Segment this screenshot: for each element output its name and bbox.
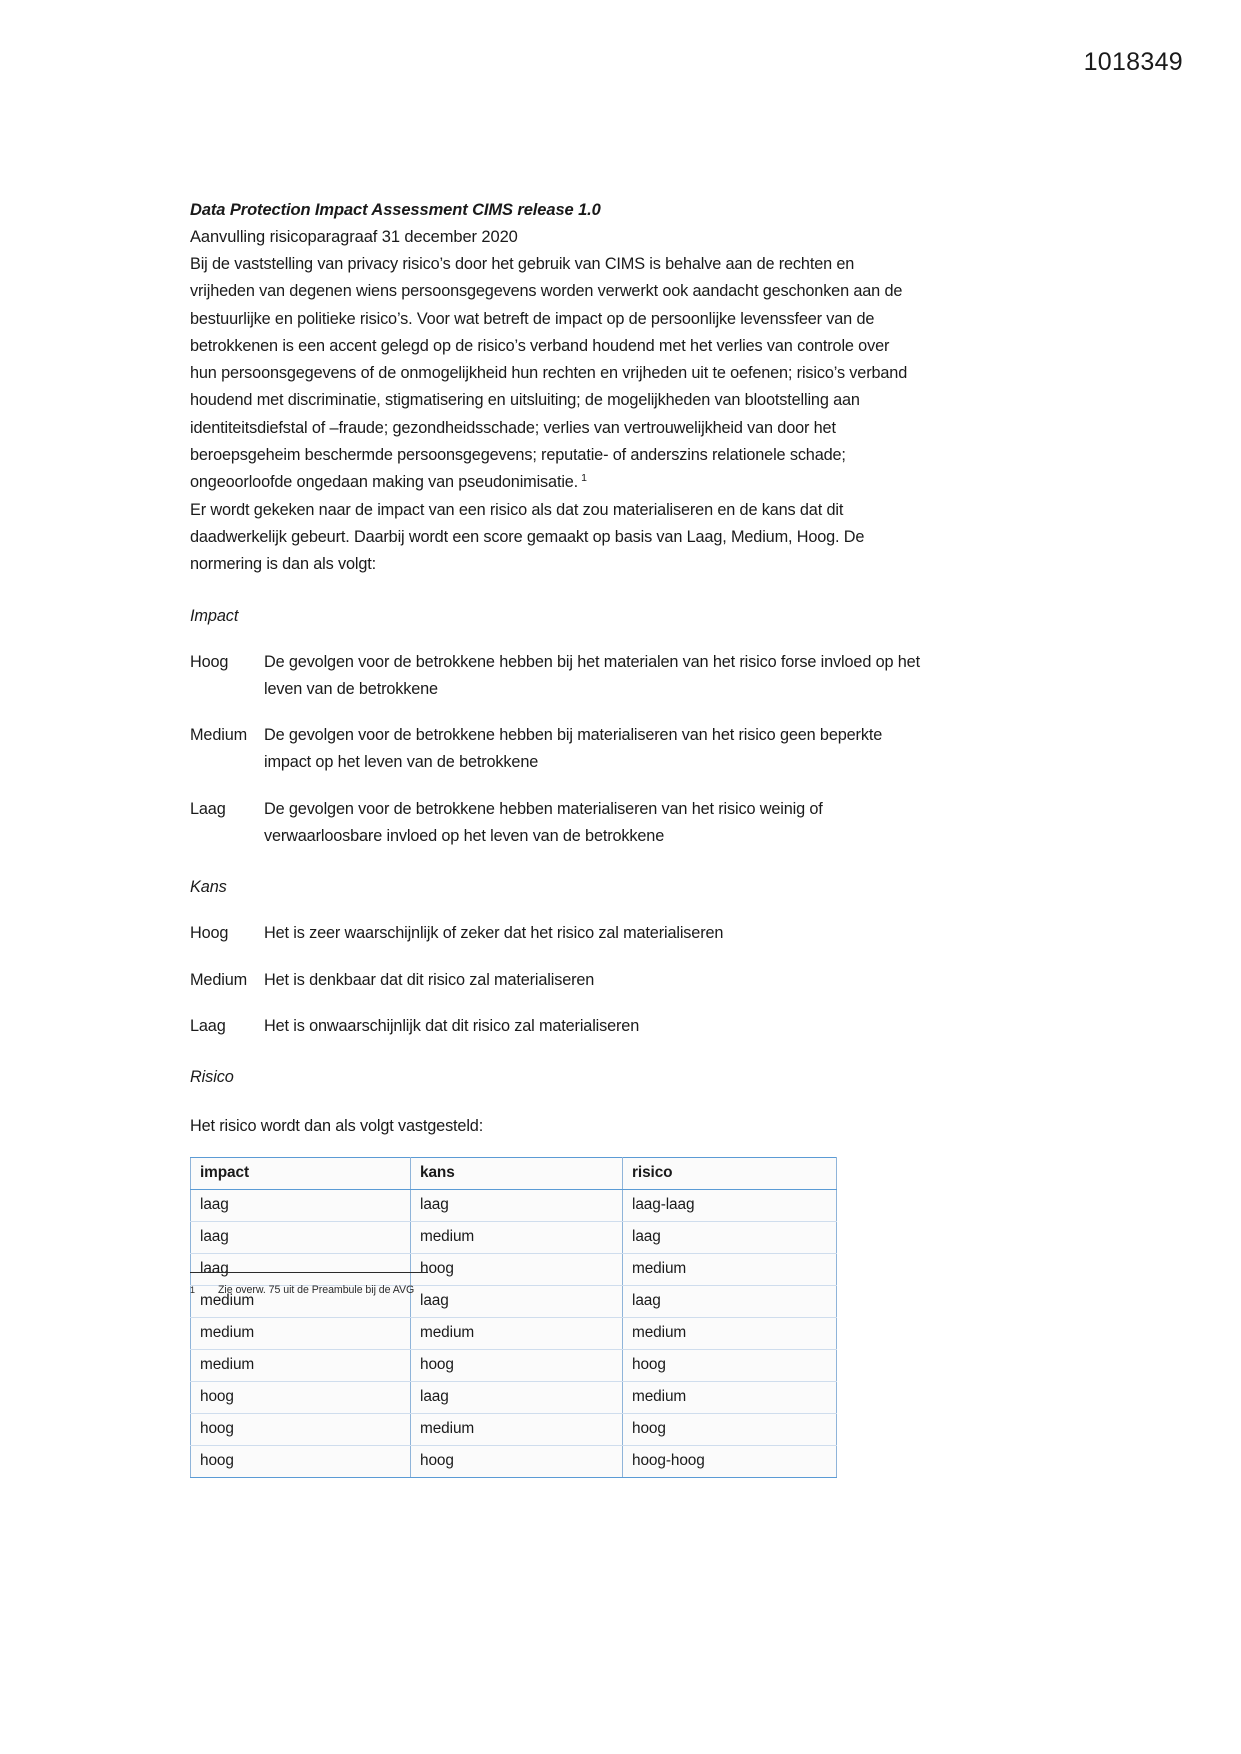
kans-description-laag: Het is onwaarschijnlijk dat dit risico zal materialiseren <box>264 1016 640 1035</box>
intro-paragraph-text: Bij de vaststelling van privacy risico’s door het gebruik van CIMS is behalve aan de rechten en vrijheden van degenen wiens persoonsgegevens worden verwerkt ook aandacht geschonken aan de bestuurlijke en politieke risico’s. Voor wat betreft de impact op de persoonlijke levenssfeer van de betrokkenen is een accent gelegd op de risico’s verband houdend met het verlies van controle over hun persoonsgegevens of de onmogelijkheid hun rechten en vrijheden uit te oefenen; risico’s verband houdend met discriminatie, stigmatisering en uitsluiting; de mogelijkheden van blootstelling aan identiteitsdiefstal of –fraude; gezondheidsschade; verlies van vertrouwelijkheid van door het beroepsgeheim beschermde persoonsgegevens; reputatie- of anderszins relationele schade; ongeoorloofde ongedaan making van pseudonimisatie. <box>190 255 908 492</box>
document-subtitle: Aanvulling risicoparagraaf 31 december 2020 <box>190 228 518 246</box>
cell-impact: medium <box>191 1317 411 1349</box>
table-row <box>191 1445 837 1477</box>
cell-risico: hoog <box>623 1349 837 1381</box>
risico-intro-line: Het risico wordt dan als volgt vastgesteld: <box>190 1117 484 1136</box>
impact-term-laag: Laag <box>190 799 226 818</box>
cell-risico: hoog-hoog <box>623 1445 837 1477</box>
cell-kans: hoog <box>411 1253 623 1285</box>
footnote-area <box>190 1272 620 1298</box>
table-row <box>191 1381 837 1413</box>
cell-impact: hoog <box>191 1413 411 1445</box>
cell-kans: laag <box>411 1285 623 1317</box>
cell-kans: medium <box>411 1317 623 1349</box>
kans-definition-medium <box>190 967 920 994</box>
impact-definition-laag <box>190 796 920 851</box>
intro-paragraph <box>190 251 920 497</box>
kans-term-laag: Laag <box>190 1016 226 1035</box>
footnote-marker: 1 <box>190 1285 195 1295</box>
cell-impact: hoog <box>191 1381 411 1413</box>
page-number: 1018349 <box>1083 48 1183 76</box>
table-row <box>191 1317 837 1349</box>
cell-risico: hoog <box>623 1413 837 1445</box>
footnote-reference: 1 <box>581 471 587 484</box>
cell-impact: laag <box>191 1253 411 1285</box>
cell-impact: hoog <box>191 1445 411 1477</box>
kans-description-hoog: Het is zeer waarschijnlijk of zeker dat het risico zal materialiseren <box>264 924 724 943</box>
column-header-kans: kans <box>411 1157 623 1189</box>
cell-kans: medium <box>411 1413 623 1445</box>
cell-kans: medium <box>411 1221 623 1253</box>
footnote-separator <box>190 1272 428 1273</box>
impact-description-laag: De gevolgen voor de betrokkene hebben materialiseren van het risico weinig of verwaarloosbare invloed op het leven van de betrokkene <box>264 799 823 846</box>
scoring-paragraph: Er wordt gekeken naar de impact van een risico als dat zou materialiseren en de kans dat dit daadwerkelijk gebeurt. Daarbij wordt een score gemaakt op basis van Laag, Medium, Hoog. De normering is dan als volgt: <box>190 500 865 574</box>
impact-term-hoog: Hoog <box>190 652 229 671</box>
cell-kans: laag <box>411 1189 623 1221</box>
impact-definition-medium <box>190 722 920 777</box>
cell-risico: laag-laag <box>623 1189 837 1221</box>
cell-risico: laag <box>623 1285 837 1317</box>
table-header-row <box>191 1157 837 1189</box>
footnote-entry <box>190 1282 620 1298</box>
cell-risico: laag <box>623 1221 837 1253</box>
impact-description-hoog: De gevolgen voor de betrokkene hebben bij het materialen van het risico forse invloed op het leven van de betrokkene <box>264 652 920 698</box>
footnote-text: Zie overw. 75 uit de Preambule bij de AVG <box>218 1284 415 1296</box>
kans-section-heading: Kans <box>190 878 227 897</box>
kans-description-medium: Het is denkbaar dat dit risico zal materialiseren <box>264 970 595 989</box>
risico-section-heading: Risico <box>190 1068 234 1087</box>
impact-term-medium: Medium <box>190 726 248 745</box>
kans-term-hoog: Hoog <box>190 924 229 943</box>
column-header-impact: impact <box>191 1157 411 1189</box>
kans-definition-laag <box>190 1013 920 1040</box>
kans-definition-hoog <box>190 920 920 947</box>
cell-kans: hoog <box>411 1349 623 1381</box>
impact-section-heading: Impact <box>190 606 239 625</box>
cell-impact: laag <box>191 1221 411 1253</box>
table-row <box>191 1221 837 1253</box>
kans-term-medium: Medium <box>190 970 248 989</box>
table-row <box>191 1349 837 1381</box>
cell-kans: hoog <box>411 1445 623 1477</box>
table-row <box>191 1413 837 1445</box>
cell-kans: laag <box>411 1381 623 1413</box>
cell-risico: medium <box>623 1381 837 1413</box>
document-title: Data Protection Impact Assessment CIMS release 1.0 <box>190 201 601 219</box>
table-row <box>191 1189 837 1221</box>
cell-impact: laag <box>191 1189 411 1221</box>
risk-matrix-table <box>190 1157 837 1478</box>
cell-impact: medium <box>191 1285 411 1317</box>
impact-description-medium: De gevolgen voor de betrokkene hebben bij materialiseren van het risico geen beperkte impact op het leven van de betrokkene <box>264 726 883 772</box>
cell-impact: medium <box>191 1349 411 1381</box>
cell-risico: medium <box>623 1317 837 1349</box>
impact-definition-hoog <box>190 649 920 704</box>
column-header-risico: risico <box>623 1157 837 1189</box>
cell-risico: medium <box>623 1253 837 1285</box>
